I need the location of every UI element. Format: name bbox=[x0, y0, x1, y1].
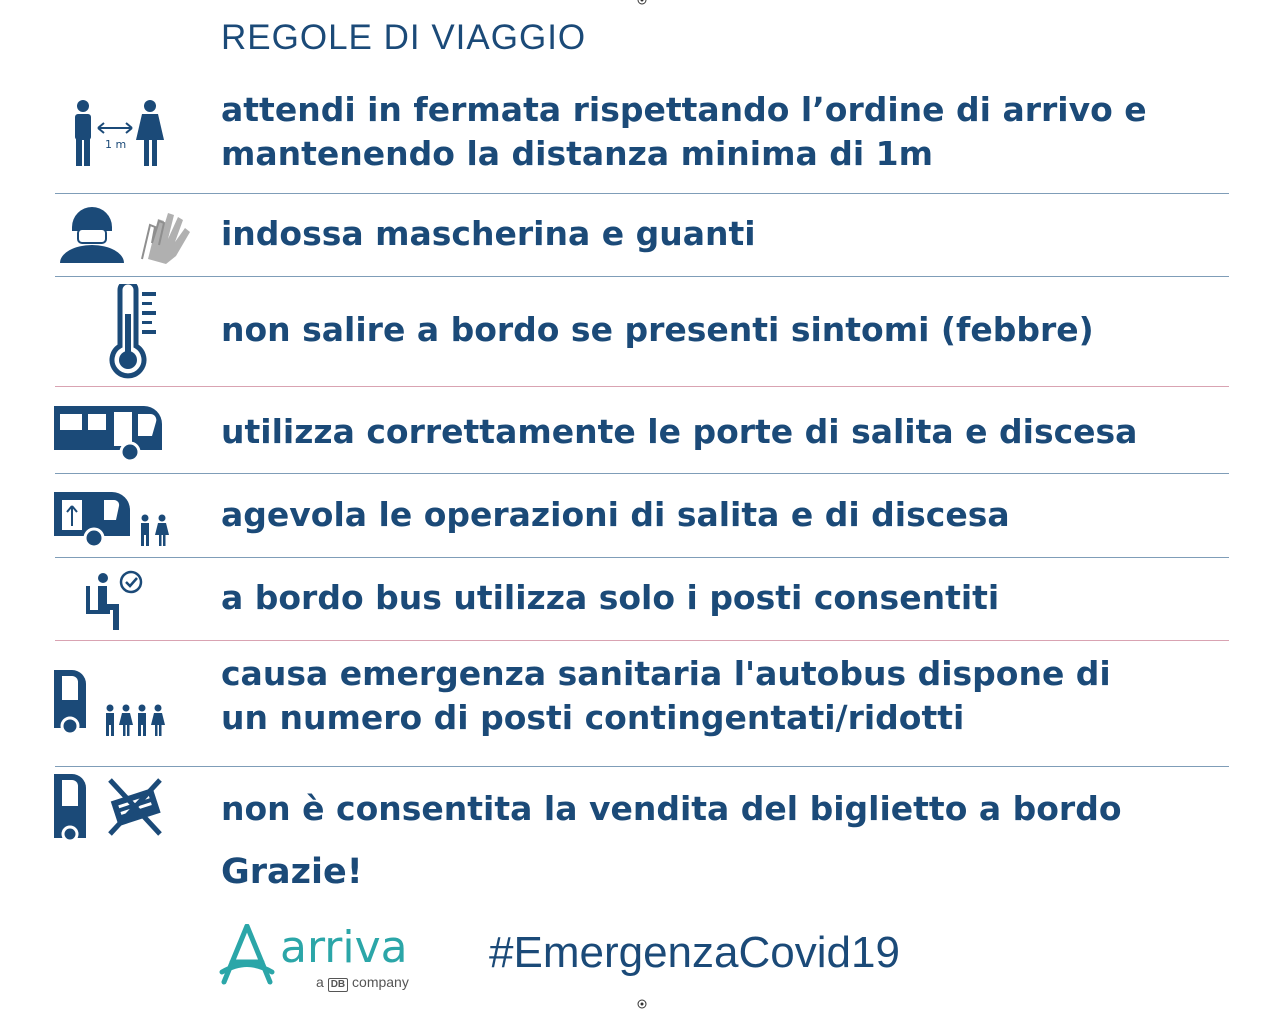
logo-tagline-prefix: a bbox=[316, 974, 324, 990]
rule-text bbox=[221, 652, 1111, 740]
divider bbox=[55, 640, 1229, 641]
arriva-logo bbox=[218, 918, 428, 993]
social-distance-icon bbox=[68, 98, 168, 170]
rule-line: mantenendo la distanza minima di 1m bbox=[221, 134, 934, 173]
rule-text bbox=[221, 576, 999, 620]
rule-text bbox=[221, 410, 1137, 454]
divider bbox=[55, 473, 1229, 474]
reduced-capacity-icon bbox=[54, 666, 176, 740]
rule-line: attendi in fermata rispettando l’ordine di arrivo e bbox=[221, 90, 1147, 129]
divider bbox=[55, 386, 1229, 387]
thermometer-icon bbox=[106, 284, 162, 382]
rule-text bbox=[221, 308, 1094, 352]
rule-line: indossa mascherina e guanti bbox=[221, 214, 756, 253]
arriva-a-icon bbox=[218, 924, 276, 986]
logo-wordmark: arriva bbox=[280, 922, 408, 973]
page-title: REGOLE DI VIAGGIO bbox=[221, 18, 587, 57]
divider bbox=[55, 557, 1229, 558]
registration-mark-top bbox=[636, 0, 648, 6]
logo-tagline-suffix: company bbox=[352, 974, 409, 990]
rule-line: a bordo bus utilizza solo i posti consentiti bbox=[221, 578, 1000, 617]
rule-line: non salire a bordo se presenti sintomi (febbre) bbox=[221, 310, 1094, 349]
rule-text bbox=[221, 787, 1122, 831]
rule-line: un numero di posti contingentati/ridotti bbox=[221, 698, 965, 737]
rule-line: utilizza correttamente le porte di salita e discesa bbox=[221, 412, 1138, 451]
bus-boarding-icon bbox=[54, 488, 174, 550]
mask-gloves-icon bbox=[58, 203, 203, 265]
seat-check-icon bbox=[84, 570, 146, 634]
divider bbox=[55, 766, 1229, 767]
divider bbox=[55, 193, 1229, 194]
db-badge: DB bbox=[328, 978, 348, 992]
thanks-text: Grazie! bbox=[221, 852, 363, 892]
rule-line: non è consentita la vendita del biglietto a bordo bbox=[221, 789, 1122, 828]
rule-line: causa emergenza sanitaria l'autobus dispone di bbox=[221, 654, 1111, 693]
no-ticket-sale-icon bbox=[54, 772, 166, 842]
rule-text bbox=[221, 212, 756, 256]
bus-doors-icon bbox=[54, 402, 166, 464]
rule-text bbox=[221, 88, 1147, 176]
divider bbox=[55, 276, 1229, 277]
rule-line: agevola le operazioni di salita e di discesa bbox=[221, 495, 1010, 534]
rule-text bbox=[221, 493, 1010, 537]
registration-mark-bottom bbox=[636, 998, 648, 1010]
logo-tagline bbox=[316, 974, 409, 992]
distance-label: 1 m bbox=[105, 138, 127, 151]
hashtag: #EmergenzaCovid19 bbox=[489, 928, 900, 977]
